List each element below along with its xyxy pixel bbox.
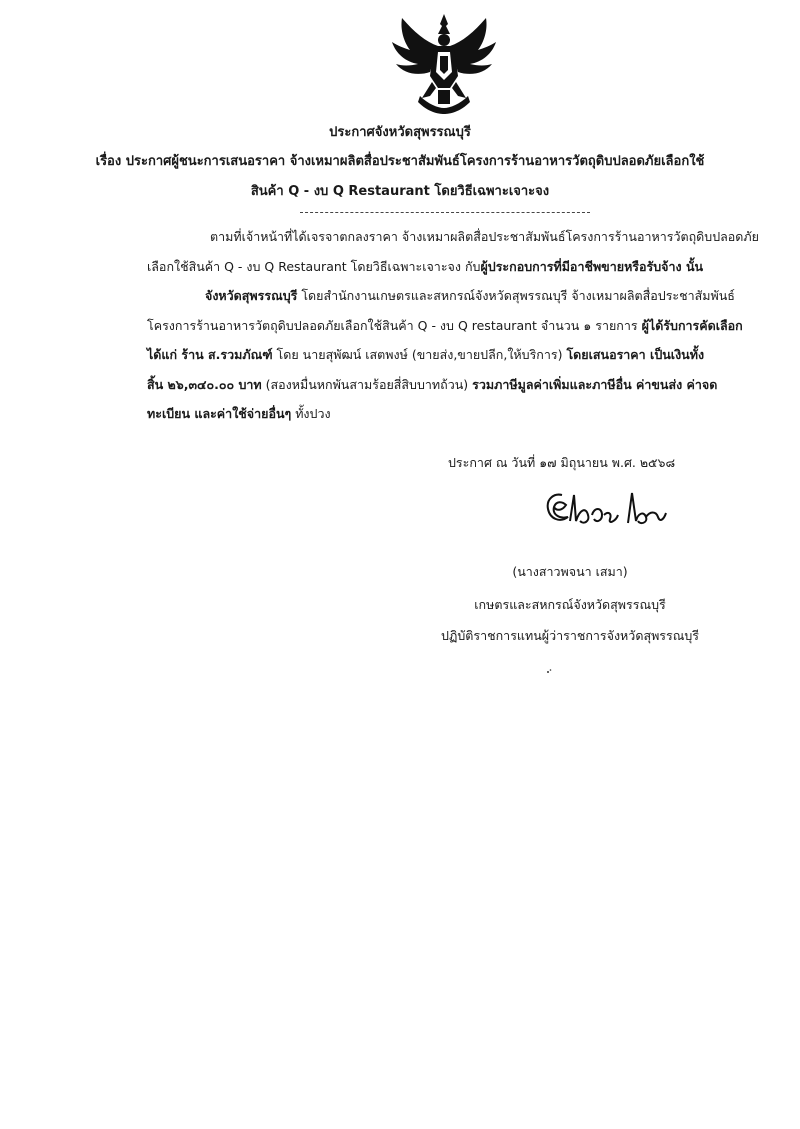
body-line-7 — [147, 405, 331, 423]
body-line-7-text: ทั้งปวง — [291, 406, 331, 421]
body-line-2-bold: ผู้ประกอบการที่มีอาชีพขายหรือรับจ้าง นั้น — [480, 259, 704, 274]
body-line-6-text: (สองหมื่นหกพันสามร้อยสี่สิบบาทถ้วน) — [261, 377, 473, 392]
signature-image — [540, 485, 670, 533]
signatory-position-1: เกษตรและสหกรณ์จังหวัดสุพรรณบุรี — [474, 597, 666, 612]
garuda-emblem-icon — [388, 12, 500, 116]
signatory-position-2: ปฏิบัติราชการแทนผู้ว่าราชการจังหวัดสุพรรณบุรี — [441, 628, 699, 643]
body-line-7-bold: ทะเบียน และค่าใช้จ่ายอื่นๆ — [147, 406, 292, 421]
divider — [300, 212, 590, 213]
body-line-4-bold: ผู้ได้รับการคัดเลือก — [641, 318, 743, 333]
body-line-4-text: โครงการร้านอาหารวัตถุดิบปลอดภัยเลือกใช้สินค้า Q - งบ Q restaurant จำนวน ๑ รายการ — [147, 318, 642, 333]
body-line-4 — [147, 317, 743, 335]
body-line-3 — [205, 287, 735, 305]
body-line-5-bold-b: โดยเสนอราคา เป็นเงินทั้ง — [566, 347, 705, 362]
body-line-6-bold-b: รวมภาษีมูลค่าเพิ่มและภาษีอื่น ค่าขนส่ง ค่าจด — [472, 377, 718, 392]
body-line-3-text: โดยสำนักงานเกษตรและสหกรณ์จังหวัดสุพรรณบุรี จ้างเหมาผลิตสื่อประชาสัมพันธ์ — [297, 288, 735, 303]
document-title: ประกาศจังหวัดสุพรรณบุรี — [329, 125, 471, 140]
body-line-2-text: เลือกใช้สินค้า Q - งบ Q Restaurant โดยวิธีเฉพาะเจาะจง กับ — [147, 259, 481, 274]
signatory-name: (นางสาวพจนา เสมา) — [512, 564, 628, 579]
body-line-5-text: โดย นายสุพัฒน์ เสตพงษ์ (ขายส่ง,ขายปลีก,ให้บริการ) — [272, 347, 567, 362]
body-line-6 — [147, 376, 717, 394]
announce-date: ประกาศ ณ วันที่ ๑๗ มิถุนายน พ.ศ. ๒๕๖๘ — [448, 455, 676, 470]
body-line-2 — [147, 258, 703, 276]
body-line-5-bold-a: ได้แก่ ร้าน ส.รวมภัณฑ์ — [147, 347, 273, 362]
stray-mark — [546, 668, 552, 674]
subject-line-1: เรื่อง ประกาศผู้ชนะการเสนอราคา จ้างเหมาผลิตสื่อประชาสัมพันธ์โครงการร้านอาหารวัตถุดิบปลอดภัยเลือกใช้ — [95, 154, 705, 169]
body-line-5 — [147, 346, 704, 364]
subject-line-2: สินค้า Q - งบ Q Restaurant โดยวิธีเฉพาะเจาะจง — [250, 184, 550, 199]
body-line-1: ตามที่เจ้าหน้าที่ได้เจรจาตกลงราคา จ้างเหมาผลิตสื่อประชาสัมพันธ์โครงการร้านอาหารวัตถุดิบปลอดภัย — [210, 229, 759, 244]
body-line-6-bold-a: สิ้น ๒๖,๓๔๐.๐๐ บาท — [147, 377, 262, 392]
body-line-3-bold: จังหวัดสุพรรณบุรี — [205, 288, 298, 303]
